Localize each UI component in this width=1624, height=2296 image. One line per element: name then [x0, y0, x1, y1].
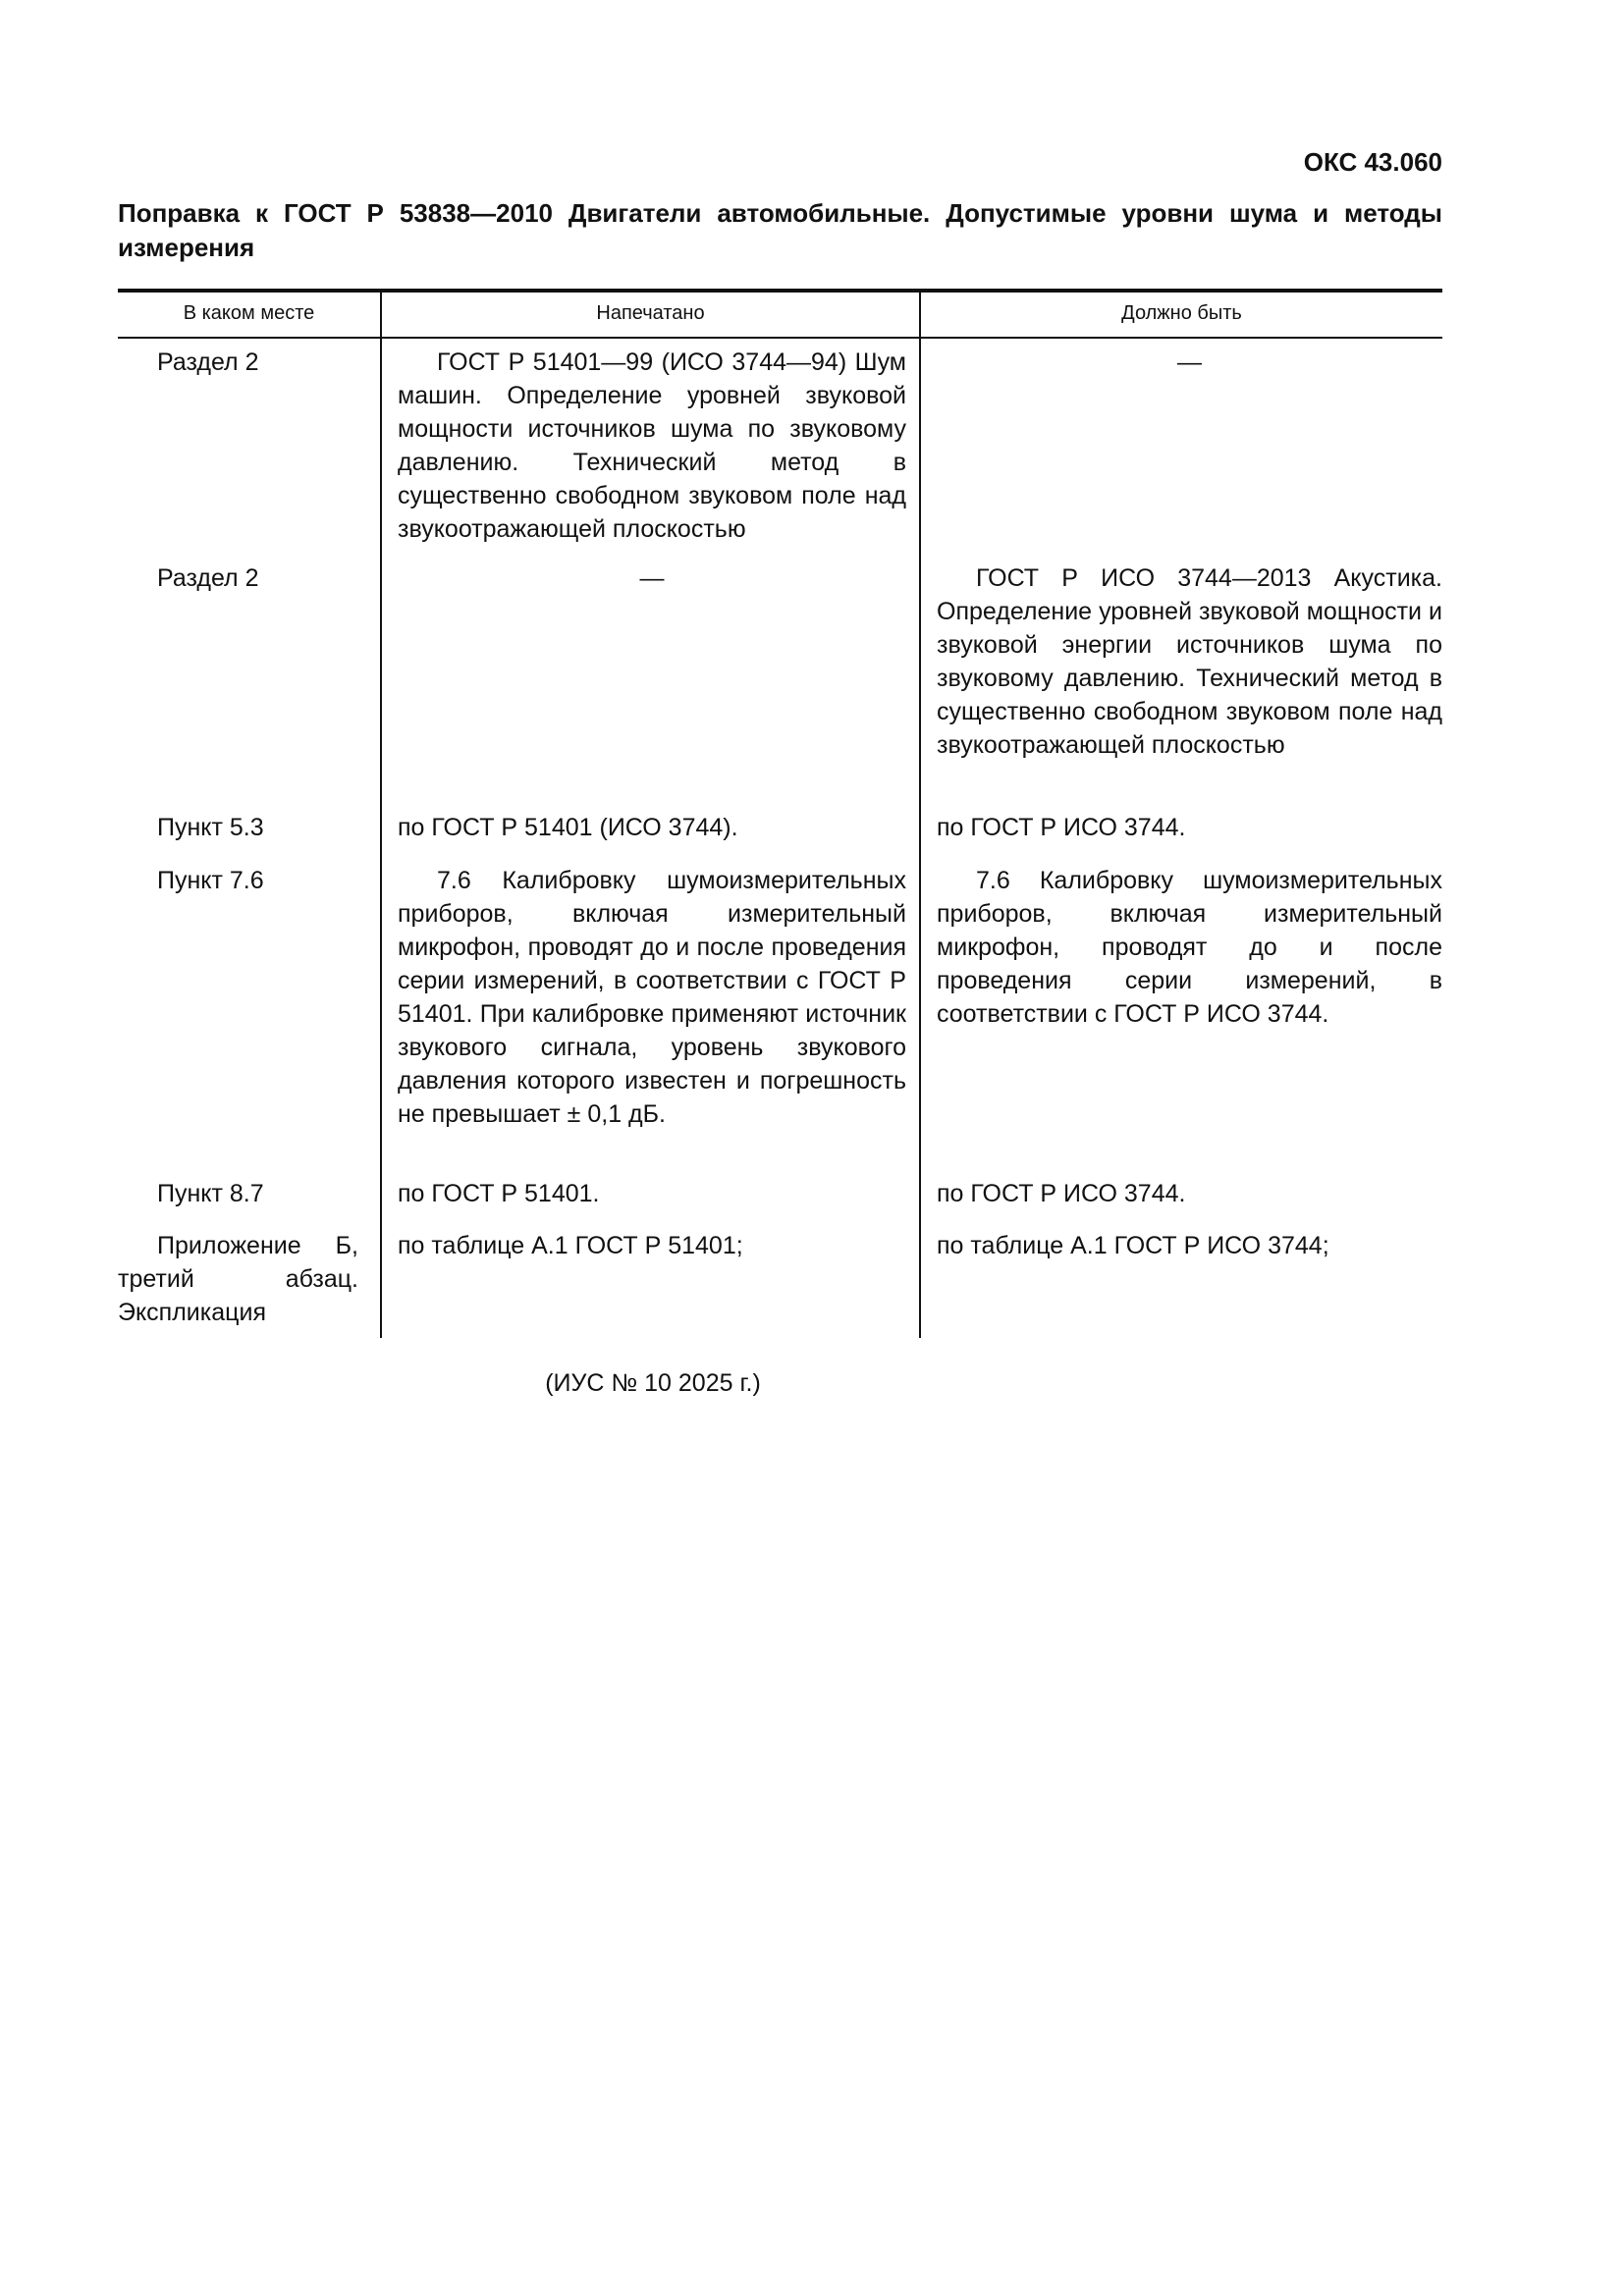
- row-printed: по таблице А.1 ГОСТ Р 51401;: [398, 1232, 743, 1259]
- row-place: Пункт 5.3: [157, 814, 264, 841]
- amendment-table: [118, 289, 1442, 1338]
- row-place: Раздел 2: [157, 564, 259, 592]
- row-printed: ГОСТ Р 51401—99 (ИСО 3744—94) Шум машин. Определение уровней звуковой мощности источников шума по звуковому давлению. Технический метод в существенно свободном звуковом поле над звукоотражающей плоскостью: [398, 348, 906, 543]
- row-place: Приложение Б, третий абзац. Экспликация: [118, 1232, 358, 1326]
- document-title: Поправка к ГОСТ Р 53838—2010 Двигатели автомобильные. Допустимые уровни шума и методы измерения: [118, 198, 1442, 262]
- row-printed: по ГОСТ Р 51401 (ИСО 3744).: [398, 814, 738, 841]
- row-should-be: 7.6 Калибровку шумоизмерительных приборов, включая измерительный микрофон, проводят до и после проведения серии измерений, в соответствии с ГОСТ Р ИСО 3744.: [937, 867, 1442, 1028]
- column-divider: [919, 289, 921, 1338]
- classification-code: ОКС 43.060: [1303, 147, 1442, 177]
- row-should-be: по ГОСТ Р ИСО 3744.: [937, 814, 1186, 841]
- row-place: Пункт 8.7: [157, 1180, 264, 1207]
- column-header-printed: Напечатано: [596, 302, 705, 324]
- column-divider: [380, 289, 382, 1338]
- row-printed: по ГОСТ Р 51401.: [398, 1180, 600, 1207]
- row-should-be: —: [1177, 348, 1202, 376]
- column-header-should-be: Должно быть: [1121, 302, 1242, 324]
- row-place: Раздел 2: [157, 348, 259, 376]
- publication-reference: (ИУС № 10 2025 г.): [545, 1369, 761, 1397]
- column-header-place: В каком месте: [183, 302, 315, 324]
- row-should-be: по ГОСТ Р ИСО 3744.: [937, 1180, 1186, 1207]
- row-printed: —: [639, 564, 665, 592]
- row-should-be: ГОСТ Р ИСО 3744—2013 Акустика. Определение уровней звуковой мощности и звуковой энергии источников шума по звуковому давлению. Технический метод в существенно свободном звуковом поле над звукоотражающей плоскостью: [937, 564, 1442, 759]
- row-printed: 7.6 Калибровку шумоизмерительных приборов, включая измерительный микрофон, проводят до и после проведения серии измерений, в соответствии с ГОСТ Р 51401. При калибровке применяют источник звукового сигнала, уровень звукового давления которого известен и погрешность не превышает ± 0,1 дБ.: [398, 867, 906, 1128]
- row-should-be: по таблице А.1 ГОСТ Р ИСО 3744;: [937, 1232, 1329, 1259]
- row-place: Пункт 7.6: [157, 867, 264, 894]
